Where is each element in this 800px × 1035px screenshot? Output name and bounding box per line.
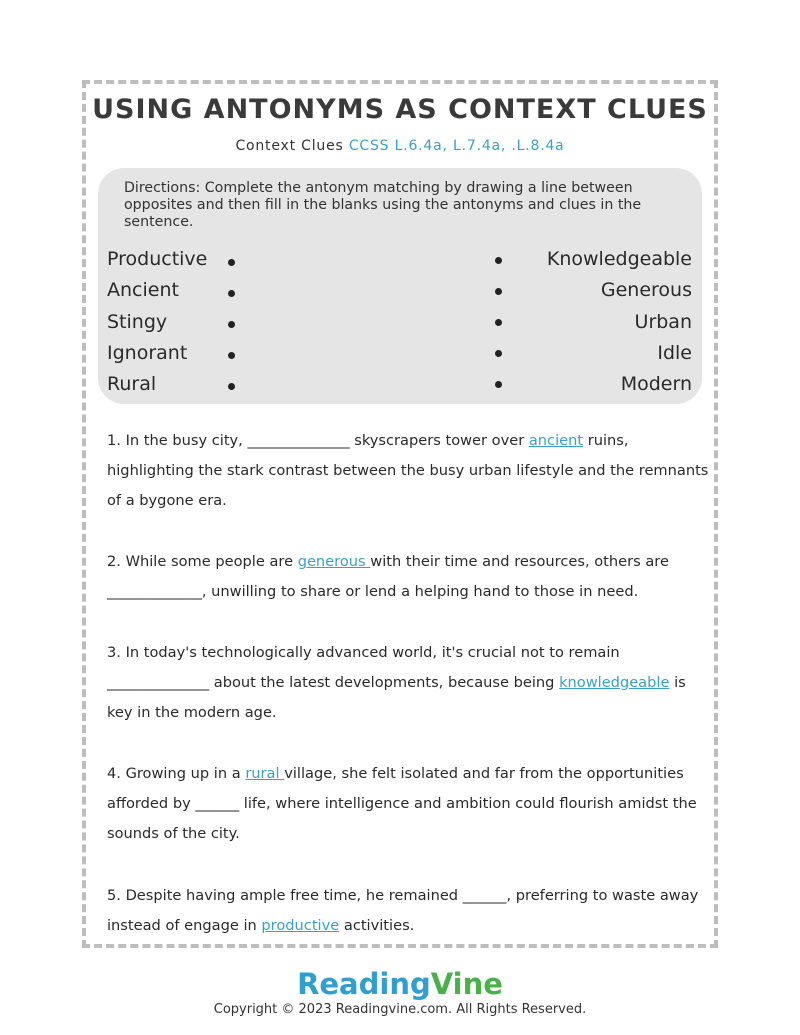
matching-right-column [547,246,692,402]
question-text: activities. [339,917,415,934]
left-match-dot[interactable] [228,259,235,266]
clue-word: rural [245,765,285,782]
left-word: Ignorant [107,341,188,364]
question-text: 1. In the busy city, ______________ skyscrapers tower over [107,432,529,449]
question-4 [107,759,713,849]
ccss-standards: CCSS L.6.4a, L.7.4a, .L.8.4a [348,138,565,154]
worksheet-title: USING ANTONYMS AS CONTEXT CLUES [92,94,708,125]
right-word: Modern [620,373,692,396]
right-word: Knowledgeable [546,248,692,270]
right-match-dot[interactable] [495,257,502,264]
matching-left-column [107,246,207,402]
question-text: 3. In today's technologically advanced world, it's crucial not to remain ______________ about the latest developments, because being [107,644,620,691]
right-match-dot[interactable] [495,381,502,388]
left-match-dot[interactable] [228,290,235,297]
question-text: village, she felt isolated and far from the opportunities afforded by ______ life, where intelligence and ambition could flourish amidst the sounds of the city. [107,765,697,842]
left-word: Rural [107,373,157,396]
left-match-dot[interactable] [228,383,235,390]
question-text: 2. While some people are [107,553,298,570]
clue-word: generous [297,553,371,570]
left-word: Productive [107,248,208,270]
worksheet-subtitle [0,138,800,154]
left-match-dot[interactable] [228,321,235,328]
readingvine-logo [0,967,800,1001]
logo-reading: Reading [297,967,431,1001]
question-3 [107,638,713,728]
copyright-notice: Copyright © 2023 Readingvine.com. All Rights Reserved. [213,1002,587,1017]
question-text: is key in the modern age. [107,674,686,721]
question-text: 5. Despite having ample free time, he remained ______, preferring to waste away instead of engage in [107,887,699,934]
right-word: Generous [600,279,692,302]
left-match-dot[interactable] [228,352,235,359]
left-word: Ancient [107,279,179,302]
question-text: with their time and resources, others are _____________, unwilling to share or lend a helping hand to those in need. [107,553,669,600]
right-word: Idle [657,341,692,364]
right-match-dot[interactable] [495,350,502,357]
question-text: ruins, highlighting the stark contrast between the busy urban lifestyle and the remnants of a bygone era. [107,432,709,509]
logo-vine: Vine [430,967,503,1001]
left-word: Stingy [107,310,168,333]
directions-text: Directions: Complete the antonym matching by drawing a line between opposites and then fill in the blanks using the antonyms and clues in the sentence. [124,180,642,230]
right-match-dot[interactable] [495,288,502,295]
clue-word: knowledgeable [559,674,670,691]
subtitle-prefix: Context Clues [235,138,344,154]
clue-word: ancient [528,432,584,449]
question-1 [107,426,713,516]
right-match-dot[interactable] [495,319,502,326]
question-text: 4. Growing up in a [107,765,246,782]
clue-word: productive [261,917,340,934]
right-word: Urban [634,310,692,333]
question-2 [107,547,713,607]
question-5 [107,881,713,941]
